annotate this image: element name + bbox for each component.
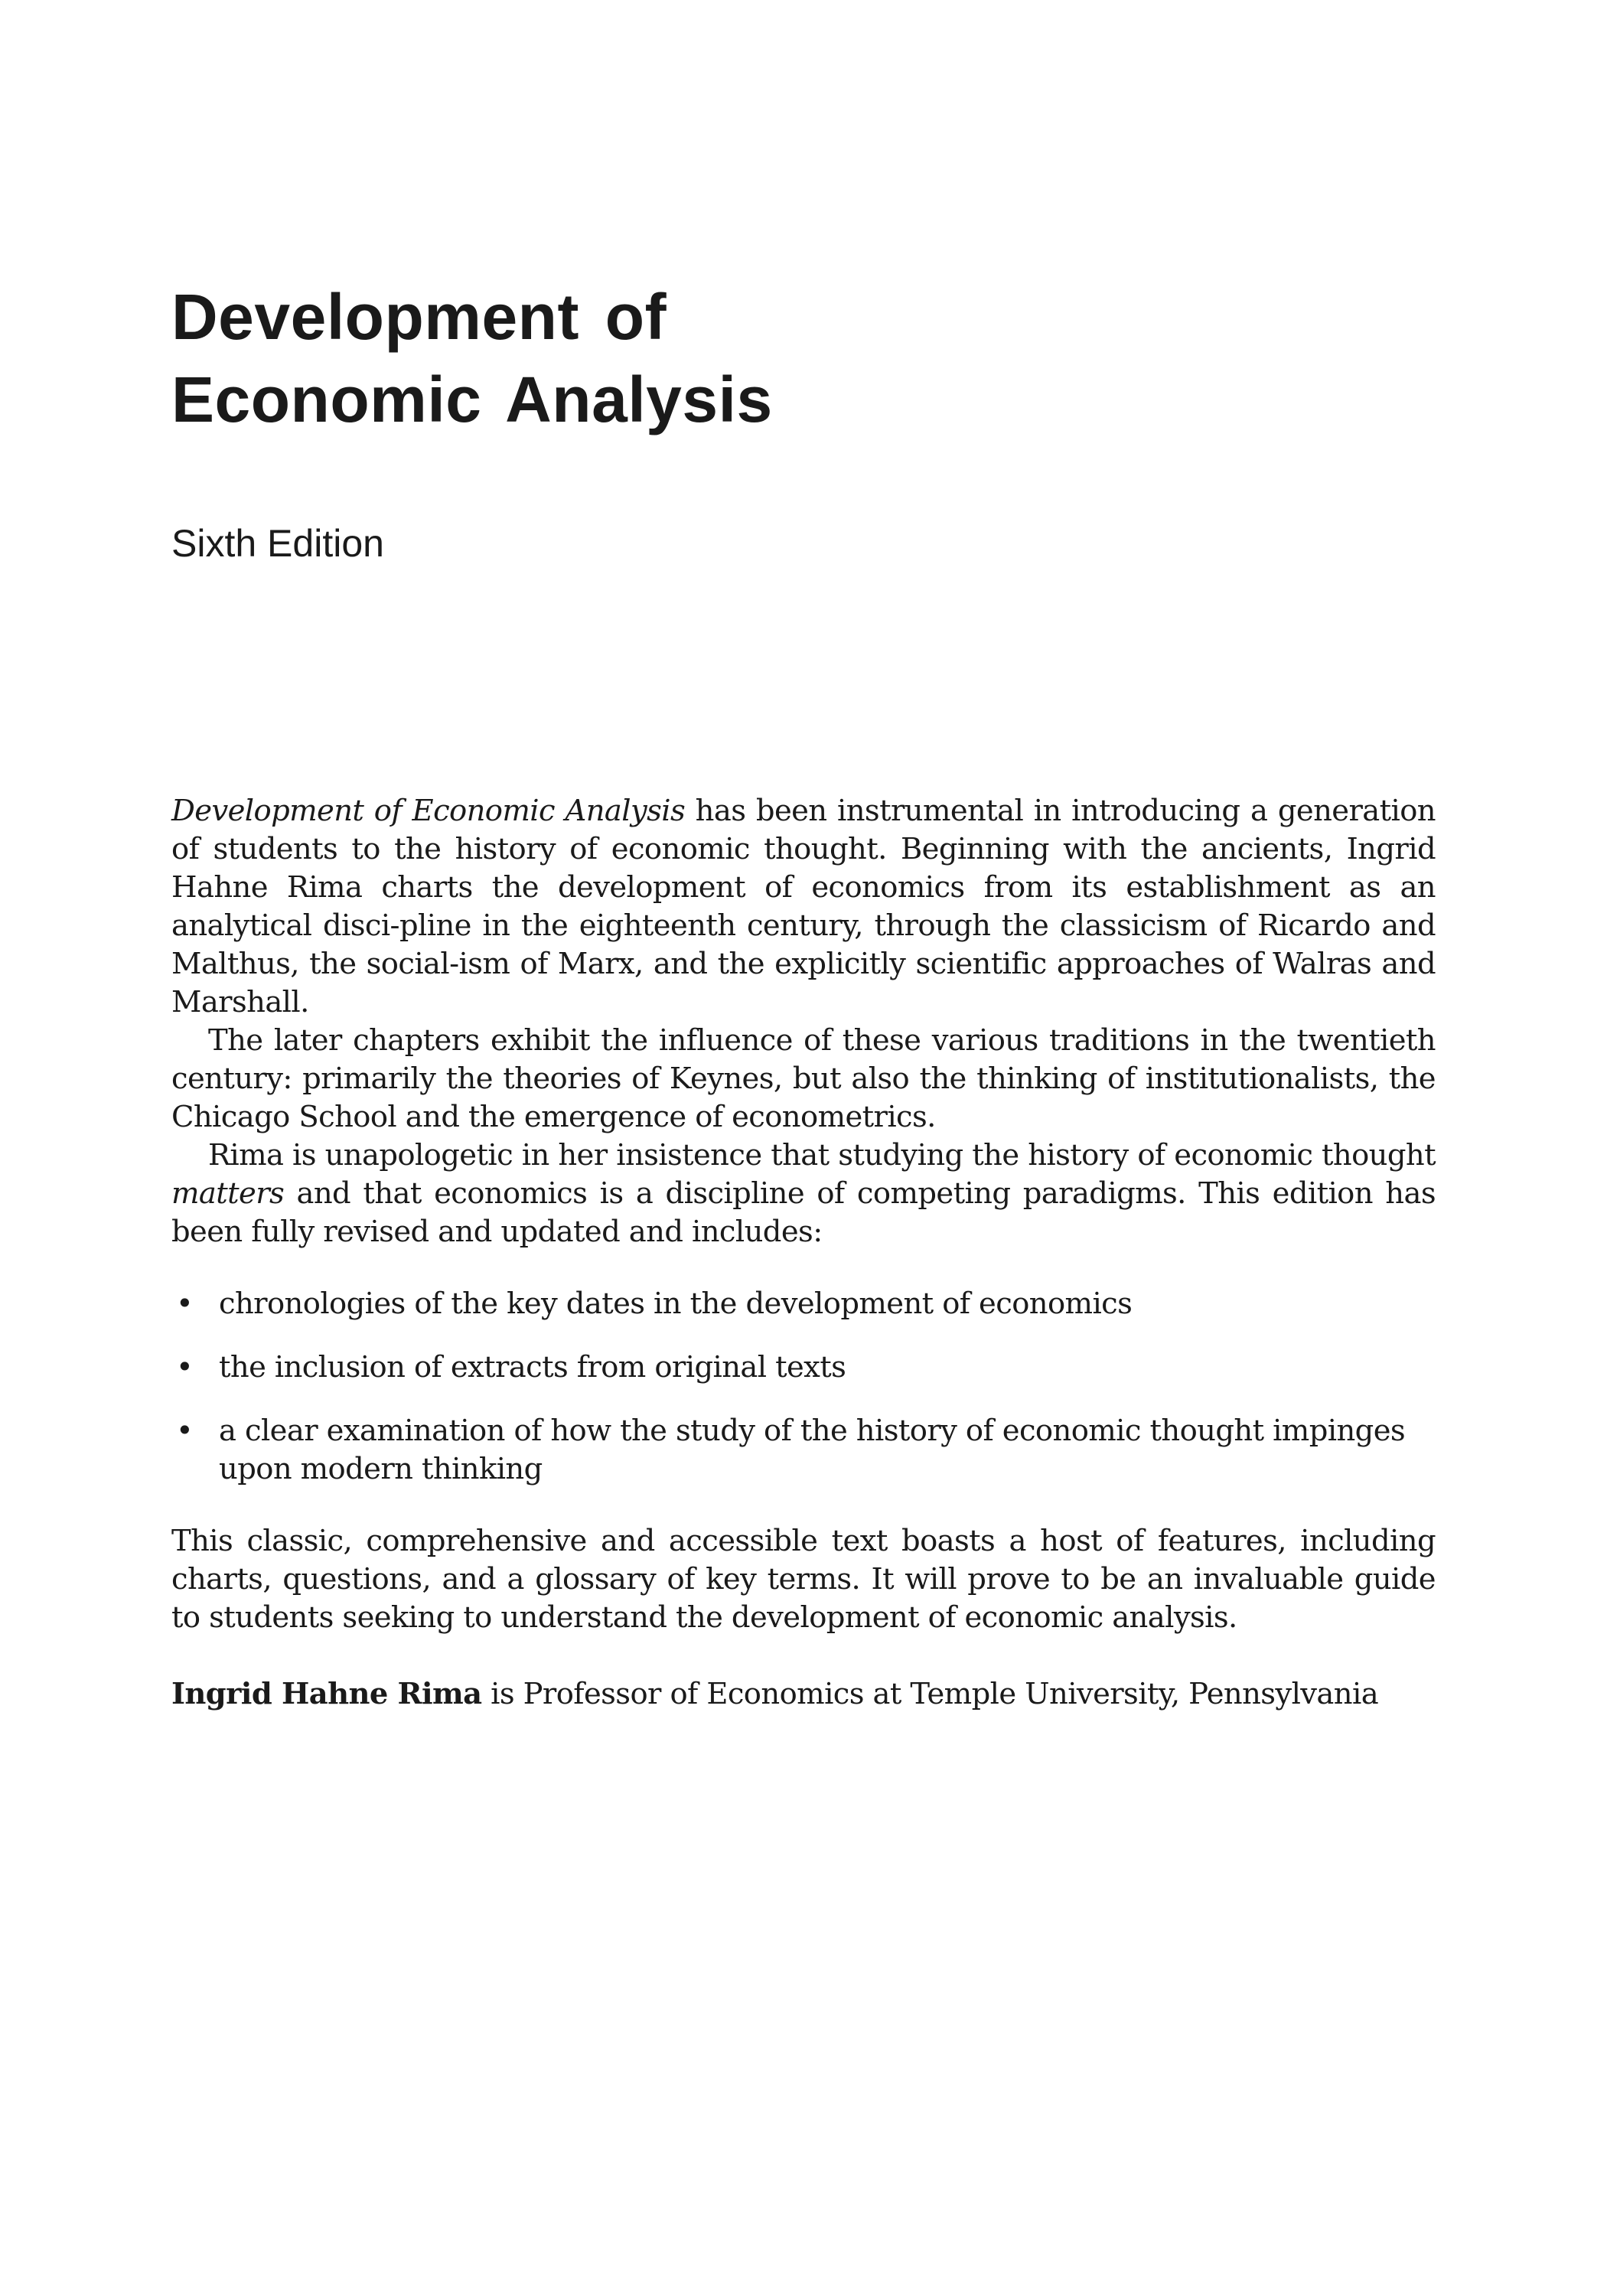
intro-book-title: Development of Economic Analysis xyxy=(171,794,686,828)
edition-label: Sixth Edition xyxy=(171,522,384,565)
feature-item xyxy=(171,1285,1436,1323)
third-paragraph-start: Rima is unapologetic in her insistence that studying the history of economic thought xyxy=(208,1138,1436,1172)
intro-text: has been instrumental in introducing a generation of students to the history of economic thought. Beginning with the ancients, Ingrid Hahne Rima charts the development of economics from its establishment as an analytical disci-pline in the eighteenth century, through the classicism of Ricardo and Malthus, the social-ism of Marx, and the explicitly scientific approaches of Walras and Marshall. xyxy=(171,794,1436,1019)
book-title xyxy=(171,276,773,441)
book-title-line-1: Development of xyxy=(171,281,667,353)
third-paragraph xyxy=(171,1137,1436,1251)
bullet-icon: • xyxy=(176,1350,194,1384)
feature-list xyxy=(171,1285,1436,1489)
feature-text: a clear examination of how the study of the history of economic thought impinges upon modern thinking xyxy=(219,1414,1406,1486)
third-paragraph-emphasis: matters xyxy=(171,1176,285,1211)
closing-paragraph: This classic, comprehensive and accessible text boasts a host of features, including charts, questions, and a glossary of key terms. It will prove to be an invaluable guide to students seeking to understand the development of economic analysis. xyxy=(171,1524,1436,1635)
blurb xyxy=(171,792,1436,1714)
author-note xyxy=(171,1675,1436,1714)
bullet-icon: • xyxy=(176,1414,194,1448)
feature-item xyxy=(171,1412,1436,1489)
book-title-line-2: Economic Analysis xyxy=(171,364,773,435)
feature-item xyxy=(171,1349,1436,1387)
intro-paragraph xyxy=(171,792,1436,1022)
author-name: Ingrid Hahne Rima xyxy=(171,1677,482,1711)
third-paragraph-end: and that economics is a discipline of competing paradigms. This edition has been fully revised and updated and includes: xyxy=(171,1176,1436,1249)
author-description: is Professor of Economics at Temple University, Pennsylvania xyxy=(481,1677,1379,1711)
feature-text: chronologies of the key dates in the development of economics xyxy=(219,1287,1133,1321)
second-paragraph: The later chapters exhibit the influence of these various traditions in the twentieth century: primarily the theories of Keynes, but also the thinking of institutionalists, the Chicago School and the emergence of econometrics. xyxy=(171,1023,1436,1134)
feature-text: the inclusion of extracts from original texts xyxy=(219,1350,846,1384)
bullet-icon: • xyxy=(176,1287,194,1321)
